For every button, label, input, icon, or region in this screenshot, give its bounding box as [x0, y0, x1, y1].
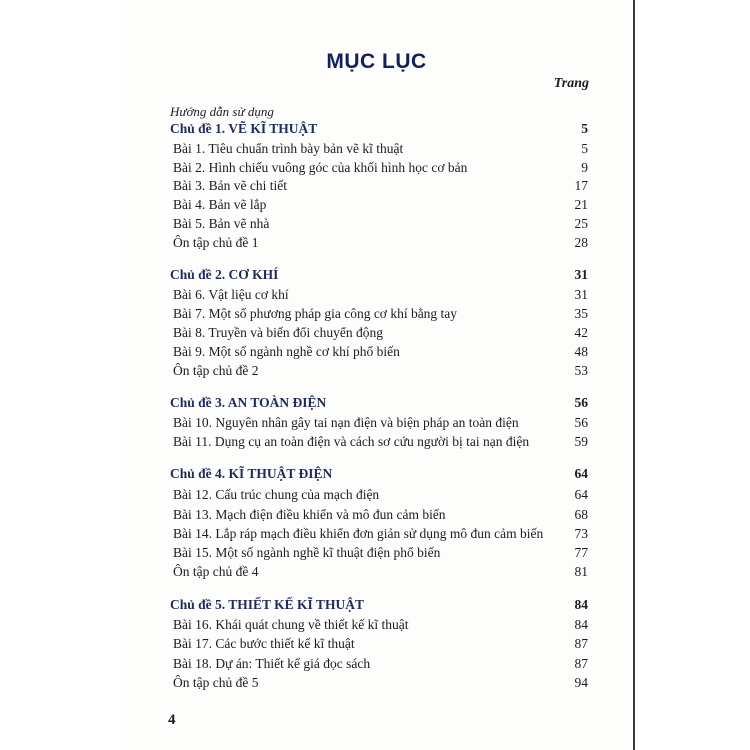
toc-entry-page: 9: [581, 160, 588, 175]
toc-entry-page: 64: [574, 466, 588, 481]
toc-entry-label: Ôn tập chủ đề 2: [173, 363, 259, 378]
toc-entry-page: 31: [574, 267, 588, 282]
toc-entry-page: 31: [574, 287, 588, 302]
toc-lesson-row: [173, 305, 588, 323]
toc-entry-label: Ôn tập chủ đề 4: [173, 564, 259, 579]
toc-entry-page: 64: [574, 487, 588, 502]
toc-entry-label: Bài 10. Nguyên nhân gây tai nạn điện và biện pháp an toàn điện: [173, 415, 519, 430]
toc-chapter-row: [170, 266, 588, 284]
toc-entry-page: 84: [574, 597, 588, 612]
toc-entry-page: 87: [574, 636, 588, 651]
toc-entry-page: 48: [574, 344, 588, 359]
page-title: MỤC LỤC: [326, 50, 427, 73]
toc-chapter-row: [170, 465, 588, 483]
toc-entry-page: 68: [574, 507, 588, 522]
toc-lesson-row: [173, 159, 588, 177]
toc-entry-label: Ôn tập chủ đề 1: [173, 235, 259, 250]
toc-entry-label: Bài 2. Hình chiếu vuông góc của khối hình học cơ bản: [173, 160, 468, 175]
toc-lesson-row: [173, 616, 588, 634]
toc-lesson-row: [173, 414, 588, 432]
toc-lesson-row: [173, 635, 588, 653]
toc-entry-label: Bài 17. Các bước thiết kế kĩ thuật: [173, 636, 355, 651]
page-number: 4: [168, 712, 176, 728]
toc-entry-page: 73: [574, 526, 588, 541]
toc-entry-label: Chủ đề 1. VẼ KĨ THUẬT: [170, 121, 318, 136]
toc-entry-label: Ôn tập chủ đề 5: [173, 675, 259, 690]
toc-lesson-row: [173, 674, 588, 692]
toc-lesson-row: [173, 362, 588, 380]
toc-entry-page: 59: [574, 434, 588, 449]
toc-entry-label: Bài 16. Khái quát chung về thiết kế kĩ thuật: [173, 617, 409, 632]
toc-lesson-row: [173, 196, 588, 214]
toc-entry-page: 17: [574, 178, 588, 193]
toc-entry-page: 84: [574, 617, 588, 632]
toc-entry-page: 53: [574, 363, 588, 378]
toc-lesson-row: [173, 525, 588, 543]
guide-line: Hướng dẫn sử dụng: [170, 104, 274, 119]
toc-entry-label: Chủ đề 2. CƠ KHÍ: [170, 267, 279, 282]
toc-entry-label: Bài 6. Vật liệu cơ khí: [173, 287, 289, 302]
toc-lesson-row: [173, 506, 588, 524]
toc-lesson-row: [173, 215, 588, 233]
toc-entry-label: Chủ đề 5. THIẾT KẾ KĨ THUẬT: [170, 597, 364, 612]
toc-entry-label: Bài 14. Lắp ráp mạch điều khiển đơn giản sử dụng mô đun cảm biến: [173, 526, 544, 541]
toc-chapter-row: [170, 120, 588, 138]
toc-lesson-row: [173, 177, 588, 195]
toc-lesson-row: [173, 286, 588, 304]
toc-entry-label: Chủ đề 3. AN TOÀN ĐIỆN: [170, 395, 327, 410]
toc-entry-page: 25: [574, 216, 588, 231]
toc-entry-page: 77: [574, 545, 588, 560]
page-column-label: Trang: [553, 76, 589, 91]
toc-lesson-row: [173, 486, 588, 504]
toc-entry-label: Bài 3. Bản vẽ chi tiết: [173, 178, 287, 193]
toc-entry-page: 35: [574, 306, 588, 321]
toc-entry-page: 28: [574, 235, 588, 250]
toc-entry-label: Bài 4. Bản vẽ lắp: [173, 197, 267, 212]
toc-entry-page: 81: [574, 564, 588, 579]
toc-lesson-row: [173, 324, 588, 342]
toc-entry-page: 5: [581, 141, 588, 156]
toc-entry-label: Bài 15. Một số ngành nghề kĩ thuật điện phổ biến: [173, 545, 441, 560]
toc-chapter-row: [170, 596, 588, 614]
book-page: [120, 0, 635, 750]
toc-entry-page: 5: [581, 121, 588, 136]
toc-entry-page: 87: [574, 656, 588, 671]
toc-entry-label: Bài 11. Dụng cụ an toàn điện và cách sơ cứu người bị tai nạn điện: [173, 434, 530, 449]
toc-entry-page: 21: [574, 197, 588, 212]
toc-lesson-row: [173, 655, 588, 673]
toc-entry-page: 42: [574, 325, 588, 340]
toc-entry-label: Bài 9. Một số ngành nghề cơ khí phổ biến: [173, 344, 400, 359]
toc-lesson-row: [173, 234, 588, 252]
toc-lesson-row: [173, 433, 588, 451]
toc-entry-label: Bài 12. Cấu trúc chung của mạch điện: [173, 487, 380, 502]
toc-lesson-row: [173, 563, 588, 581]
toc-entry-page: 56: [574, 395, 588, 410]
toc-entry-label: Bài 5. Bản vẽ nhà: [173, 216, 270, 231]
toc-entry-label: Bài 8. Truyền và biến đổi chuyển động: [173, 325, 383, 340]
toc-chapter-row: [170, 394, 588, 412]
toc-entry-page: 94: [574, 675, 588, 690]
toc-entry-label: Chủ đề 4. KĨ THUẬT ĐIỆN: [170, 466, 333, 481]
toc-entry-label: Bài 7. Một số phương pháp gia công cơ khí bằng tay: [173, 306, 458, 321]
toc-entry-label: Bài 13. Mạch điện điều khiển và mô đun cảm biến: [173, 507, 446, 522]
toc-lesson-row: [173, 140, 588, 158]
toc-lesson-row: [173, 343, 588, 361]
toc-lesson-row: [173, 544, 588, 562]
toc-entry-label: Bài 18. Dự án: Thiết kế giá đọc sách: [173, 656, 371, 671]
toc-entry-label: Bài 1. Tiêu chuẩn trình bày bản vẽ kĩ thuật: [173, 141, 404, 156]
toc-entry-page: 56: [574, 415, 588, 430]
